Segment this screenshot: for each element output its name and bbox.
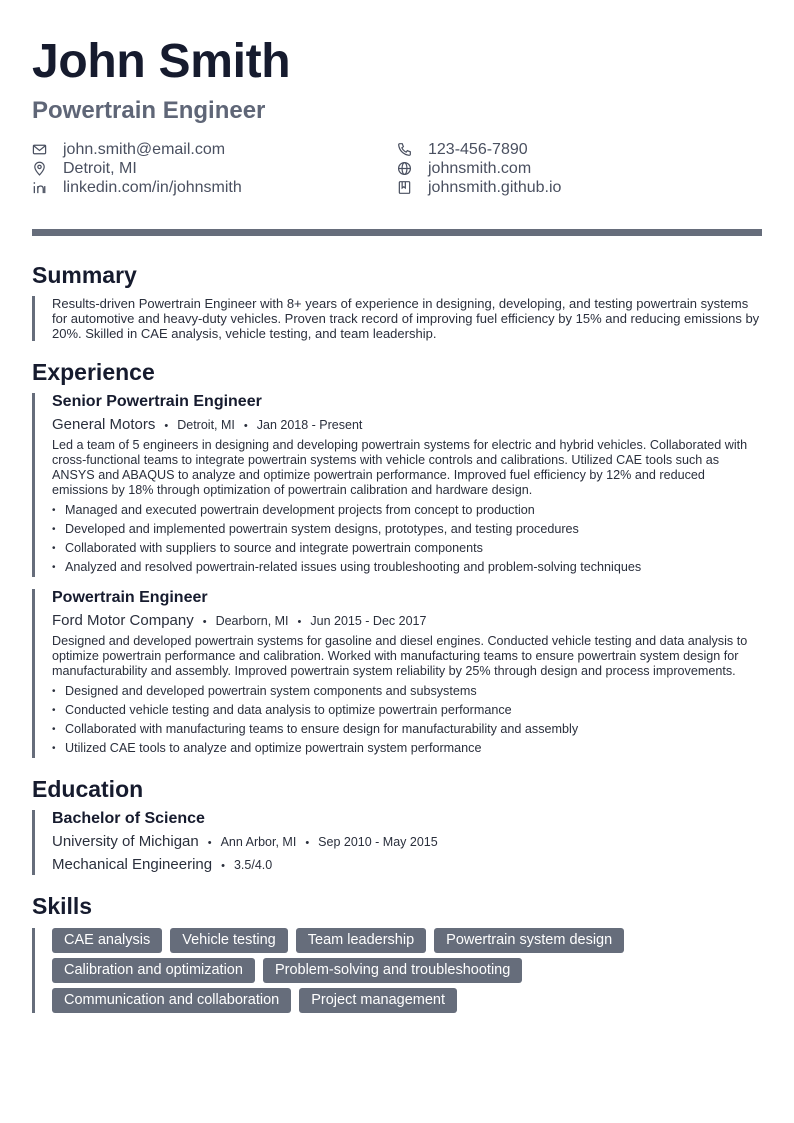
summary-heading: Summary [32, 262, 137, 288]
list-item: • Analyzed and resolved powertrain-related issues using troubleshooting and problem-solving techniques [52, 558, 762, 577]
skill-chip: Communication and collaboration [52, 988, 291, 1013]
major-meta [52, 856, 762, 875]
separator-dot: • [221, 860, 225, 872]
globe-icon [397, 161, 412, 176]
contact-phone[interactable] [397, 141, 762, 158]
header-divider [32, 229, 762, 236]
linkedin-text: linkedin.com/in/johnsmith [63, 178, 242, 196]
contact-email[interactable] [32, 141, 397, 158]
list-item: • Collaborated with suppliers to source and integrate powertrain components [52, 539, 762, 558]
separator-dot: • [164, 420, 169, 432]
linkedin-icon [32, 180, 47, 195]
gpa: 3.5/4.0 [233, 858, 273, 872]
list-item: • Designed and developed powertrain system components and subsystems [52, 682, 762, 701]
school: University of Michigan [52, 833, 199, 850]
degree: Bachelor of Science [52, 810, 205, 827]
github-text: johnsmith.github.io [428, 178, 562, 196]
job-company: General Motors [52, 416, 156, 433]
contact-info [32, 141, 762, 196]
separator-dot: • [305, 837, 310, 849]
skill-chip: Project management [299, 988, 457, 1013]
candidate-name: John Smith [32, 35, 291, 88]
job-dates: Jun 2015 - Dec 2017 [310, 614, 427, 628]
skill-chip: CAE analysis [52, 928, 162, 953]
skill-chip: Vehicle testing [170, 928, 288, 953]
education-heading: Education [32, 776, 144, 802]
separator-dot: • [243, 420, 248, 432]
list-item: • Managed and executed powertrain development projects from concept to production [52, 501, 762, 520]
website-text: johnsmith.com [428, 159, 532, 177]
list-item: • Utilized CAE tools to analyze and optimize powertrain system performance [52, 739, 762, 758]
job-meta [52, 612, 762, 631]
education-dates: Sep 2010 - May 2015 [318, 835, 438, 849]
skills-list [52, 928, 712, 1013]
job-location: Dearborn, MI [215, 614, 289, 628]
skills-heading: Skills [32, 893, 93, 919]
education-entry [32, 810, 762, 875]
candidate-role: Powertrain Engineer [32, 97, 266, 124]
job-meta [52, 416, 762, 435]
contact-linkedin[interactable] [32, 179, 397, 196]
summary-text: Results-driven Powertrain Engineer with 8+ years of experience in designing, developing, and testing powertrain systems for automotive and heavy-duty vehicles. Proven track record of improving fuel efficiency by 15% and reducing emissions by 20%. Skilled in CAE analysis, vehicle testing, and team leadership. [52, 296, 760, 341]
job-company: Ford Motor Company [52, 612, 194, 629]
phone-icon [397, 142, 412, 157]
job-description: Led a team of 5 engineers in designing and developing powertrain systems for electric and hybrid vehicles. Collaborated with cross-functional teams to integrate powertrain systems with vehicle controls and calibrations. Utilized CAE tools such as ANSYS and ABAQUS to analyze and optimize powertrain performance. Improved fuel efficiency by 12% and reduced emissions by 18% through optimization of powertrain calibration and hardware design. [52, 438, 748, 497]
contact-website[interactable] [397, 160, 762, 177]
list-item: • Developed and implemented powertrain system designs, prototypes, and testing procedures [52, 520, 762, 539]
list-item: • Collaborated with manufacturing teams to ensure design for manufacturability and assembly [52, 720, 762, 739]
job-bullets [52, 501, 762, 577]
separator-dot: • [297, 616, 302, 628]
education-meta [52, 833, 762, 852]
email-text: john.smith@email.com [63, 140, 226, 158]
job-location: Detroit, MI [177, 418, 235, 432]
job-dates: Jan 2018 - Present [256, 418, 363, 432]
list-item: • Conducted vehicle testing and data analysis to optimize powertrain performance [52, 701, 762, 720]
job-title: Powertrain Engineer [52, 589, 208, 606]
book-icon [397, 180, 412, 195]
skill-chip: Problem-solving and troubleshooting [263, 958, 522, 983]
map-pin-icon [32, 161, 47, 176]
experience-heading: Experience [32, 359, 155, 385]
summary-block [32, 296, 762, 341]
separator-dot: • [207, 837, 212, 849]
job-bullets [52, 682, 762, 758]
skills-block [32, 928, 762, 1013]
mail-icon [32, 142, 47, 157]
job-title: Senior Powertrain Engineer [52, 393, 262, 410]
contact-github[interactable] [397, 179, 762, 196]
major: Mechanical Engineering [52, 856, 213, 873]
location-text: Detroit, MI [63, 159, 137, 177]
job-description: Designed and developed powertrain systems for gasoline and diesel engines. Conducted vehicle testing and data analysis to optimize powertrain performance and calibration. Worked with manufacturing teams to ensure powertrain system design for manufacturability and assembly. Improved powertrain system reliability by 25% through design and process improvements. [52, 634, 748, 678]
experience-entry [32, 393, 762, 577]
contact-location [32, 160, 397, 177]
skill-chip: Powertrain system design [434, 928, 624, 953]
skill-chip: Team leadership [296, 928, 426, 953]
phone-text: 123-456-7890 [428, 140, 528, 158]
separator-dot: • [202, 616, 207, 628]
experience-entry [32, 589, 762, 758]
skill-chip: Calibration and optimization [52, 958, 255, 983]
school-location: Ann Arbor, MI [220, 835, 297, 849]
